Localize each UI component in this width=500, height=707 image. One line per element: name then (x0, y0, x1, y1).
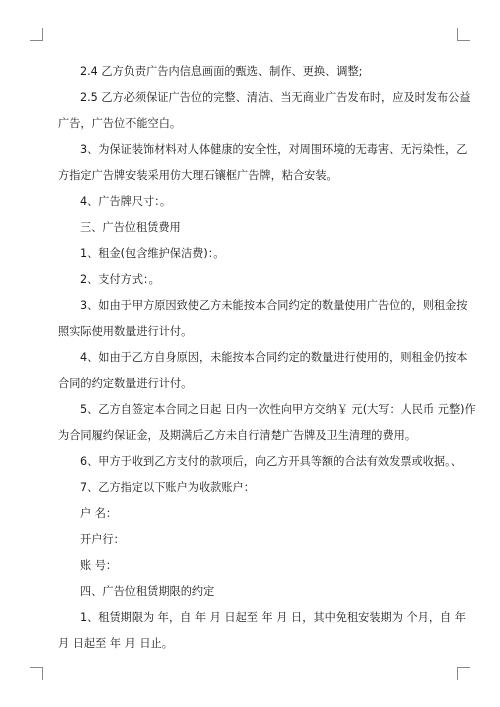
paragraph-deposit: 5、乙方自签定本合同之日起 日内一次性向甲方交纳￥ 元(大写：人民币 元整)作 (80, 403, 476, 416)
crop-mark-top-left (30, 28, 43, 41)
paragraph-lease-term: 1、租赁期限为 年，自 年 月 日起至 年 月 日，其中免租安装期为 个月，自 年 (80, 611, 466, 624)
paragraph-2-5: 2.5 乙方必须保证广告位的完整、清洁、当无商业广告发布时，应及时发布公益 (80, 91, 471, 104)
paragraph-party-a-reason: 3、如由于甲方原因致使乙方未能按本合同约定的数量使用广告位的，则租金按 (80, 299, 468, 312)
paragraph-party-b-reason-cont: 合同的约定数量进行计付。 (58, 377, 193, 390)
account-number-label: 账 号： (80, 559, 118, 572)
paragraph-invoice: 6、甲方于收到乙方支付的款项后，向乙方开具等额的合法有效发票或收据。、 (80, 455, 462, 468)
account-name-label: 户 名： (80, 507, 118, 520)
paragraph-party-a-reason-cont: 照实际使用数量进行计付。 (58, 325, 193, 338)
paragraph-3-cont: 方指定广告牌安装采用仿大理石镶框广告牌，粘合安装。 (58, 169, 338, 182)
paragraph-4: 4、广告牌尺寸：。 (80, 195, 172, 208)
paragraph-party-b-reason: 4、如由于乙方自身原因，未能按本合同约定的数量进行使用的，则租金仍按本 (80, 351, 468, 364)
paragraph-lease-term-cont: 月 日起至 年 月 日止。 (58, 637, 173, 650)
paragraph-rent: 1、租金(包含维护保洁费)：。 (80, 247, 225, 260)
section-heading-3: 三、广告位租赁费用 (80, 221, 181, 234)
section-heading-4: 四、广告位租赁期限的约定 (80, 585, 215, 598)
crop-mark-bottom-left (30, 667, 43, 680)
paragraph-account: 7、乙方指定以下账户为收款账户： (80, 481, 255, 494)
crop-mark-top-right (457, 28, 470, 41)
paragraph-2-4: 2.4 乙方负责广告内信息画面的甄选、制作、更换、调整; (80, 65, 363, 78)
paragraph-payment: 2、支付方式：。 (80, 273, 160, 286)
paragraph-deposit-cont: 为合同履约保证金，及期满后乙方未自行清楚广告牌及卫生清理的费用。 (58, 429, 417, 442)
paragraph-2-5-cont: 广告，广告位不能空白。 (58, 117, 182, 130)
account-bank-label: 开户行： (80, 533, 125, 546)
paragraph-3: 3、为保证装饰材料对人体健康的安全性，对周围环境的无毒害、无污染性，乙 (80, 143, 468, 156)
crop-mark-bottom-right (457, 667, 470, 680)
